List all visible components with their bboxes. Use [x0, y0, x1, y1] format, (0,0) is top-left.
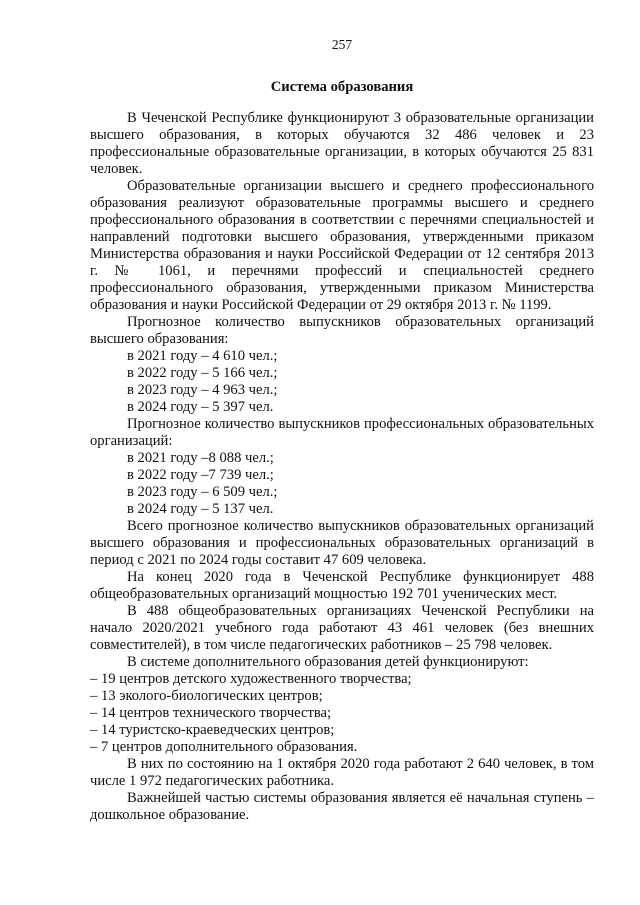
list-item-higher-ed-2022: в 2022 году – 5 166 чел.;	[127, 365, 278, 381]
paragraph-preschool: Важнейшей частью системы образования является её начальная ступень – дошкольное образование.	[90, 790, 594, 823]
paragraph-additional-ed-intro: В системе дополнительного образования детей функционируют:	[127, 654, 529, 670]
list-item-higher-ed-2021: в 2021 году – 4 610 чел.;	[127, 348, 278, 364]
paragraph-additional-ed-staff: В них по состоянию на 1 октября 2020 года работают 2 640 человек, в том числе 1 972 педагогических работника.	[90, 756, 594, 789]
document-body	[90, 110, 594, 824]
paragraph-school-staff: В 488 общеобразовательных организациях Чеченской Республики на начало 2020/2021 учебного года работают 43 461 человек (без внешних совместителей), в том числе педагогических работников – 25 798 человек.	[90, 603, 594, 653]
list-item-prof-ed-2023: в 2023 году – 6 509 чел.;	[127, 484, 278, 500]
page-number: 257	[331, 37, 353, 52]
list-item-higher-ed-2023: в 2023 году – 4 963 чел.;	[127, 382, 278, 398]
list-item-center-additional: – 7 центров дополнительного образования.	[90, 739, 358, 755]
section-title: Система образования	[270, 79, 414, 95]
list-item-prof-ed-2022: в 2022 году –7 739 чел.;	[127, 467, 274, 483]
paragraph-higher-ed-forecast-intro: Прогнозное количество выпускников образовательных организаций высшего образования:	[90, 314, 594, 347]
list-item-center-eco: – 13 эколого-биологических центров;	[90, 688, 323, 704]
paragraph-general-schools: На конец 2020 года в Чеченской Республике функционирует 488 общеобразовательных организаций мощностью 192 701 ученических мест.	[90, 569, 594, 602]
list-item-center-tech: – 14 центров технического творчества;	[90, 705, 332, 721]
paragraph-prof-ed-forecast-intro: Прогнозное количество выпускников профессиональных образовательных организаций:	[90, 416, 594, 449]
document-page	[90, 0, 594, 905]
list-item-center-tourism: – 14 туристско-краеведческих центров;	[90, 722, 335, 738]
paragraph-total-forecast: Всего прогнозное количество выпускников образовательных организаций высшего образования и профессиональных образовательных организаций в период с 2021 по 2024 годы составит 47 609 человека.	[90, 518, 594, 568]
list-item-higher-ed-2024: в 2024 году – 5 397 чел.	[127, 399, 274, 415]
paragraph-programs: Образовательные организации высшего и среднего профессионального образования реализуют образовательные программы высшего и среднего профессионального образования в соответствии с перечнями специальностей и направлений подготовки высшего образования, утвержденными приказом Министерства образования и науки Российской Федерации от 12 сентября 2013 г. № 1061, и перечнями профессий и специальностей среднего профессионального образования, утвержденными приказом Министерства образования и науки Российской Федерации от 29 октября 2013 г. № 1199.	[90, 178, 594, 313]
paragraph-higher-ed-overview: В Чеченской Республике функционируют 3 образовательные организации высшего образования, в которых обучаются 32 486 человек и 23 профессиональные образовательные организации, в которых обучаются 25 831 человек.	[90, 110, 594, 177]
list-item-prof-ed-2024: в 2024 году – 5 137 чел.	[127, 501, 274, 517]
list-item-prof-ed-2021: в 2021 году –8 088 чел.;	[127, 450, 274, 466]
list-item-center-art: – 19 центров детского художественного творчества;	[90, 671, 412, 687]
